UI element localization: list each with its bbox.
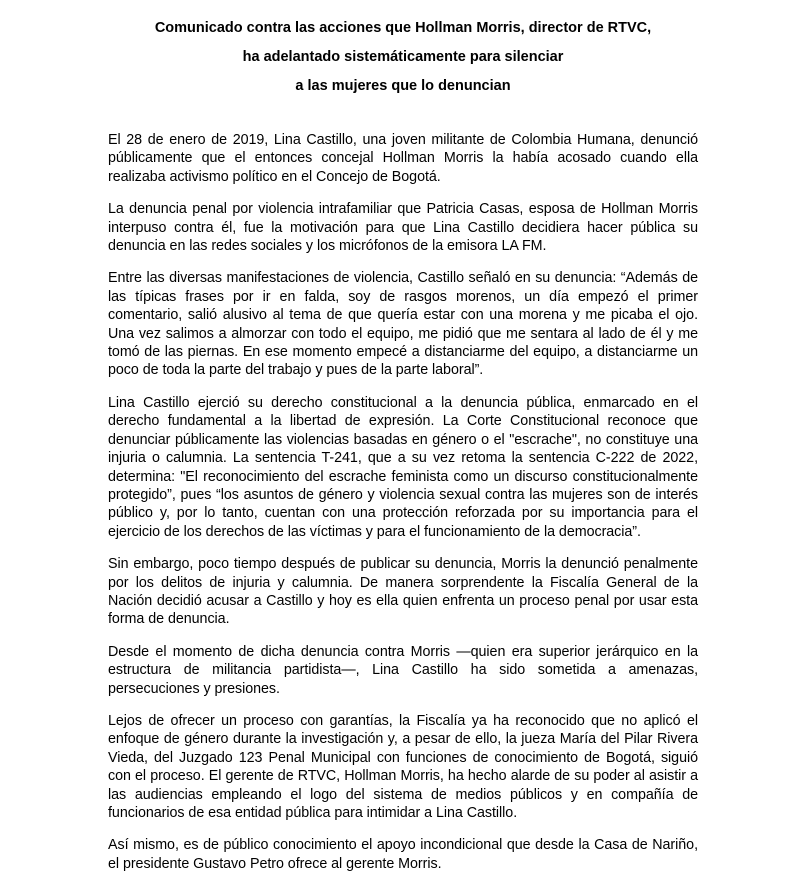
paragraph-1: El 28 de enero de 2019, Lina Castillo, una joven militante de Colombia Humana, denunció públicamente que el entonces concejal Hollman Morris la había acosado cuando ella realizaba activismo político en el Concejo de Bogotá.	[108, 132, 698, 185]
paragraph-8: Así mismo, es de público conocimiento el apoyo incondicional que desde la Casa de Nariño, el presidente Gustavo Petro ofrece al gerente Morris.	[108, 837, 698, 872]
title-line-3: a las mujeres que lo denuncian	[295, 78, 511, 94]
paragraph-2: La denuncia penal por violencia intrafamiliar que Patricia Casas, esposa de Hollman Morris interpuso contra él, fue la motivación para que Lina Castillo decidiera hacer pública su denuncia en las redes sociales y los micrófonos de la emisora LA FM.	[108, 201, 698, 255]
paragraph-4: Lina Castillo ejerció su derecho constitucional a la denuncia pública, enmarcado en el derecho fundamental a la libertad de expresión. La Corte Constitucional reconoce que denunciar públicamente las violencias basadas en género o el "escrache", no constituye una injuria o calumnia. La sentencia T-241, que a su vez retoma la sentencia C-222 de 2022, determina: "El reconocimiento del escrache feminista como un discurso constitucionalmente protegido”, pues “los asuntos de género y violencia sexual contra las mujeres son de interés público y, por lo tanto, cuentan con una protección reforzada por su importancia para el ejercicio de los derechos de las víctimas y para el funcionamiento de la democracia”.	[108, 394, 698, 540]
document-body	[108, 131, 698, 873]
paragraph-3: Entre las diversas manifestaciones de violencia, Castillo señaló en su denuncia: “Además de las típicas frases por ir en falda, soy de rasgos morenos, un día empezó el primer comentario, salió alusivo al tema de que quería estar con una morena y me picaba el ojo. Una vez salimos a almorzar con todo el equipo, me pidió que me sentara al lado de él y me tomó de las piernas. En ese momento empecé a distanciarme del equipo, a distanciarme un poco de toda la parte del trabajo y pues de la parte laboral”.	[108, 270, 698, 379]
paragraph-7: Lejos de ofrecer un proceso con garantías, la Fiscalía ya ha reconocido que no aplicó el enfoque de género durante la investigación y, a pesar de ello, la jueza María del Pilar Rivera Vieda, del Juzgado 123 Penal Municipal con funciones de conocimiento de Bogotá, siguió con el proceso. El gerente de RTVC, Hollman Morris, ha hecho alarde de su poder al asistir a las audiencias empleando el logo del sistema de medios públicos y en compañía de funcionarios de esa entidad pública para intimidar a Lina Castillo.	[108, 712, 698, 821]
title-line-1: Comunicado contra las acciones que Hollman Morris, director de RTVC,	[154, 20, 652, 36]
document-title	[108, 14, 698, 101]
title-line-2: ha adelantado sistemáticamente para silenciar	[242, 49, 564, 65]
paragraph-6: Desde el momento de dicha denuncia contra Morris —quien era superior jerárquico en la estructura de militancia partidista—, Lina Castillo ha sido sometida a amenazas, persecuciones y presiones.	[108, 643, 698, 697]
paragraph-5: Sin embargo, poco tiempo después de publicar su denuncia, Morris la denunció penalmente por los delitos de injuria y calumnia. De manera sorprendente la Fiscalía General de la Nación decidió acusar a Castillo y hoy es ella quien enfrenta un proceso penal por usar esta forma de denuncia.	[108, 556, 698, 628]
